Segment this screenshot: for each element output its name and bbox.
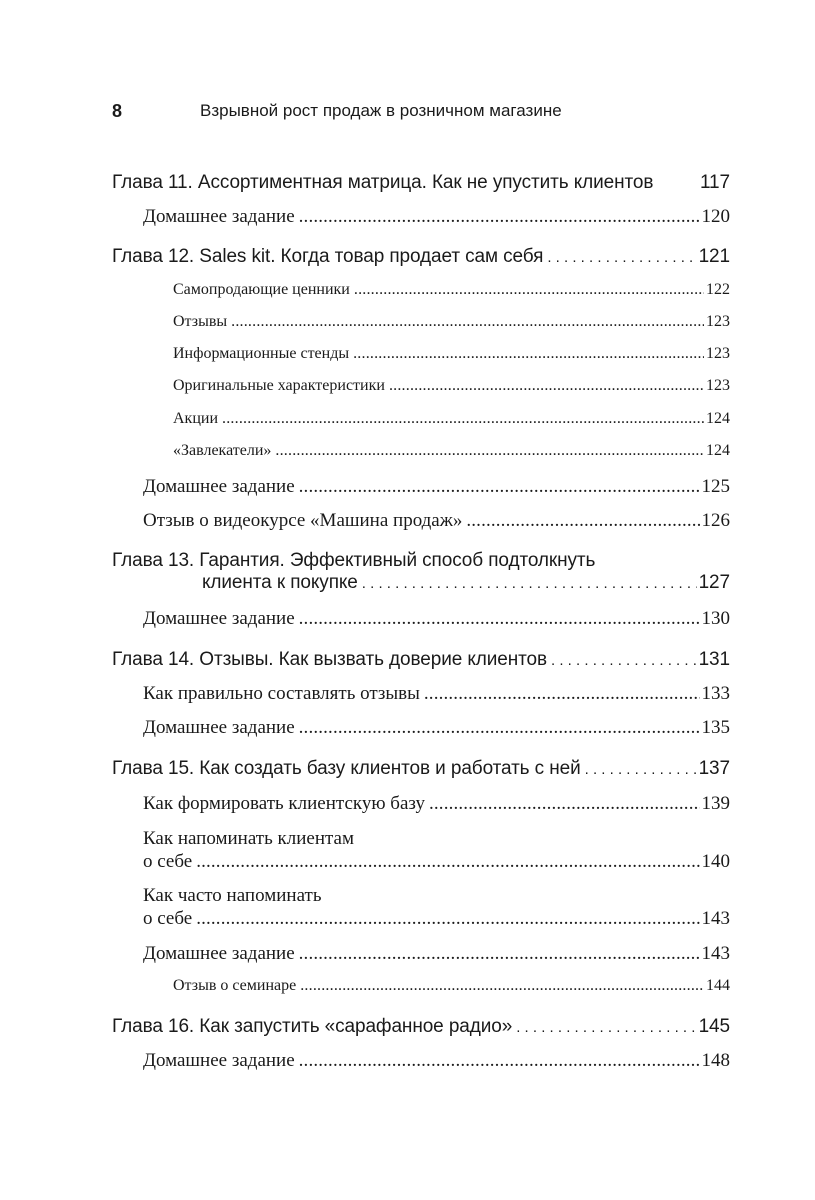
toc-title: Домашнее задание: [143, 1050, 295, 1071]
toc-title: клиента к покупке: [202, 572, 358, 593]
toc-title: Отзывы: [173, 313, 228, 330]
toc-title-line1: Глава 13. Гарантия. Эффективный способ подтолкнуть: [112, 550, 596, 571]
toc-title: Глава 15. Как создать базу клиентов и работать с ней: [112, 758, 581, 779]
toc-leader: [429, 793, 700, 815]
toc-leader: [424, 683, 700, 705]
toc-page: 120: [701, 206, 730, 227]
toc-page: 123: [706, 377, 730, 394]
toc-leader: [299, 943, 700, 965]
toc-page: 131: [698, 649, 730, 670]
toc-page: 117: [700, 172, 730, 193]
toc-leader: [299, 717, 700, 739]
toc-title: Глава 11. Ассортиментная матрица. Как не упустить клиентов: [112, 172, 654, 193]
toc-leader: [196, 851, 699, 873]
toc-leader: [353, 345, 704, 363]
toc-title: Информационные стенды: [173, 345, 350, 362]
toc-title: Глава 14. Отзывы. Как вызвать доверие клиентов: [112, 649, 548, 670]
toc-title: Оригинальные характеристики: [173, 377, 385, 394]
toc-title-line1: Как напоминать клиентам: [143, 828, 354, 849]
toc-title: Как формировать клиентскую базу: [143, 793, 425, 814]
toc-page: 137: [698, 758, 730, 779]
toc-title: Отзыв о видеокурсе «Машина продаж»: [143, 510, 463, 531]
toc-page: 145: [698, 1016, 730, 1037]
toc-page: 121: [698, 246, 730, 267]
toc-page: 143: [701, 908, 730, 929]
toc-page: 130: [701, 608, 730, 629]
toc-leader: [516, 1016, 696, 1038]
toc-page: 126: [701, 510, 730, 531]
toc-page: 139: [701, 793, 730, 814]
toc-title: Самопродающие ценники: [173, 281, 350, 298]
toc-title: Акции: [173, 410, 219, 427]
toc-leader: [222, 410, 704, 428]
toc-leader: [585, 758, 697, 780]
toc-leader: [466, 510, 699, 532]
toc-leader: [231, 313, 704, 331]
toc-leader: [300, 977, 704, 995]
toc-leader: [547, 246, 696, 268]
toc-leader: [299, 206, 700, 228]
toc-title: «Завлекатели»: [173, 442, 272, 459]
toc-leader: [389, 377, 704, 395]
toc-page: 135: [701, 717, 730, 738]
toc-title: Домашнее задание: [143, 717, 295, 738]
toc-title: Отзыв о семинаре: [173, 977, 297, 994]
toc-title: Домашнее задание: [143, 206, 295, 227]
toc-page: 122: [706, 281, 730, 298]
toc-page: 124: [706, 410, 730, 427]
toc-title: Как правильно составлять отзывы: [143, 683, 420, 704]
toc-leader: [299, 608, 700, 630]
toc-page: 133: [701, 683, 730, 704]
toc-leader: [299, 476, 700, 498]
toc-page: 127: [698, 572, 730, 593]
toc-page: 140: [701, 851, 730, 872]
toc-leader: [196, 908, 699, 930]
toc-leader: [275, 442, 704, 460]
toc-page: 144: [706, 977, 730, 994]
toc-page: 123: [706, 313, 730, 330]
toc-title: Глава 16. Как запустить «сарафанное радио»: [112, 1016, 513, 1037]
toc-page: 143: [701, 943, 730, 964]
toc-title: Домашнее задание: [143, 608, 295, 629]
toc-title: о себе: [143, 908, 193, 929]
toc-leader: [551, 649, 697, 671]
toc-title-line1: Как часто напоминать: [143, 885, 322, 906]
toc-title: Глава 12. Sales kit. Когда товар продает сам себя: [112, 246, 544, 267]
toc-page: 148: [701, 1050, 730, 1071]
book-title: Взрывной рост продаж в розничном магазине: [200, 101, 562, 120]
toc-title: Домашнее задание: [143, 943, 295, 964]
toc-page: 123: [706, 345, 730, 362]
toc-leader: [354, 281, 704, 299]
toc-page: 124: [706, 442, 730, 459]
toc-title: Домашнее задание: [143, 476, 295, 497]
toc-leader: [362, 572, 697, 594]
toc-page: 125: [701, 476, 730, 497]
toc-leader: [299, 1050, 700, 1072]
toc-title: о себе: [143, 851, 193, 872]
page-number: 8: [112, 101, 123, 121]
